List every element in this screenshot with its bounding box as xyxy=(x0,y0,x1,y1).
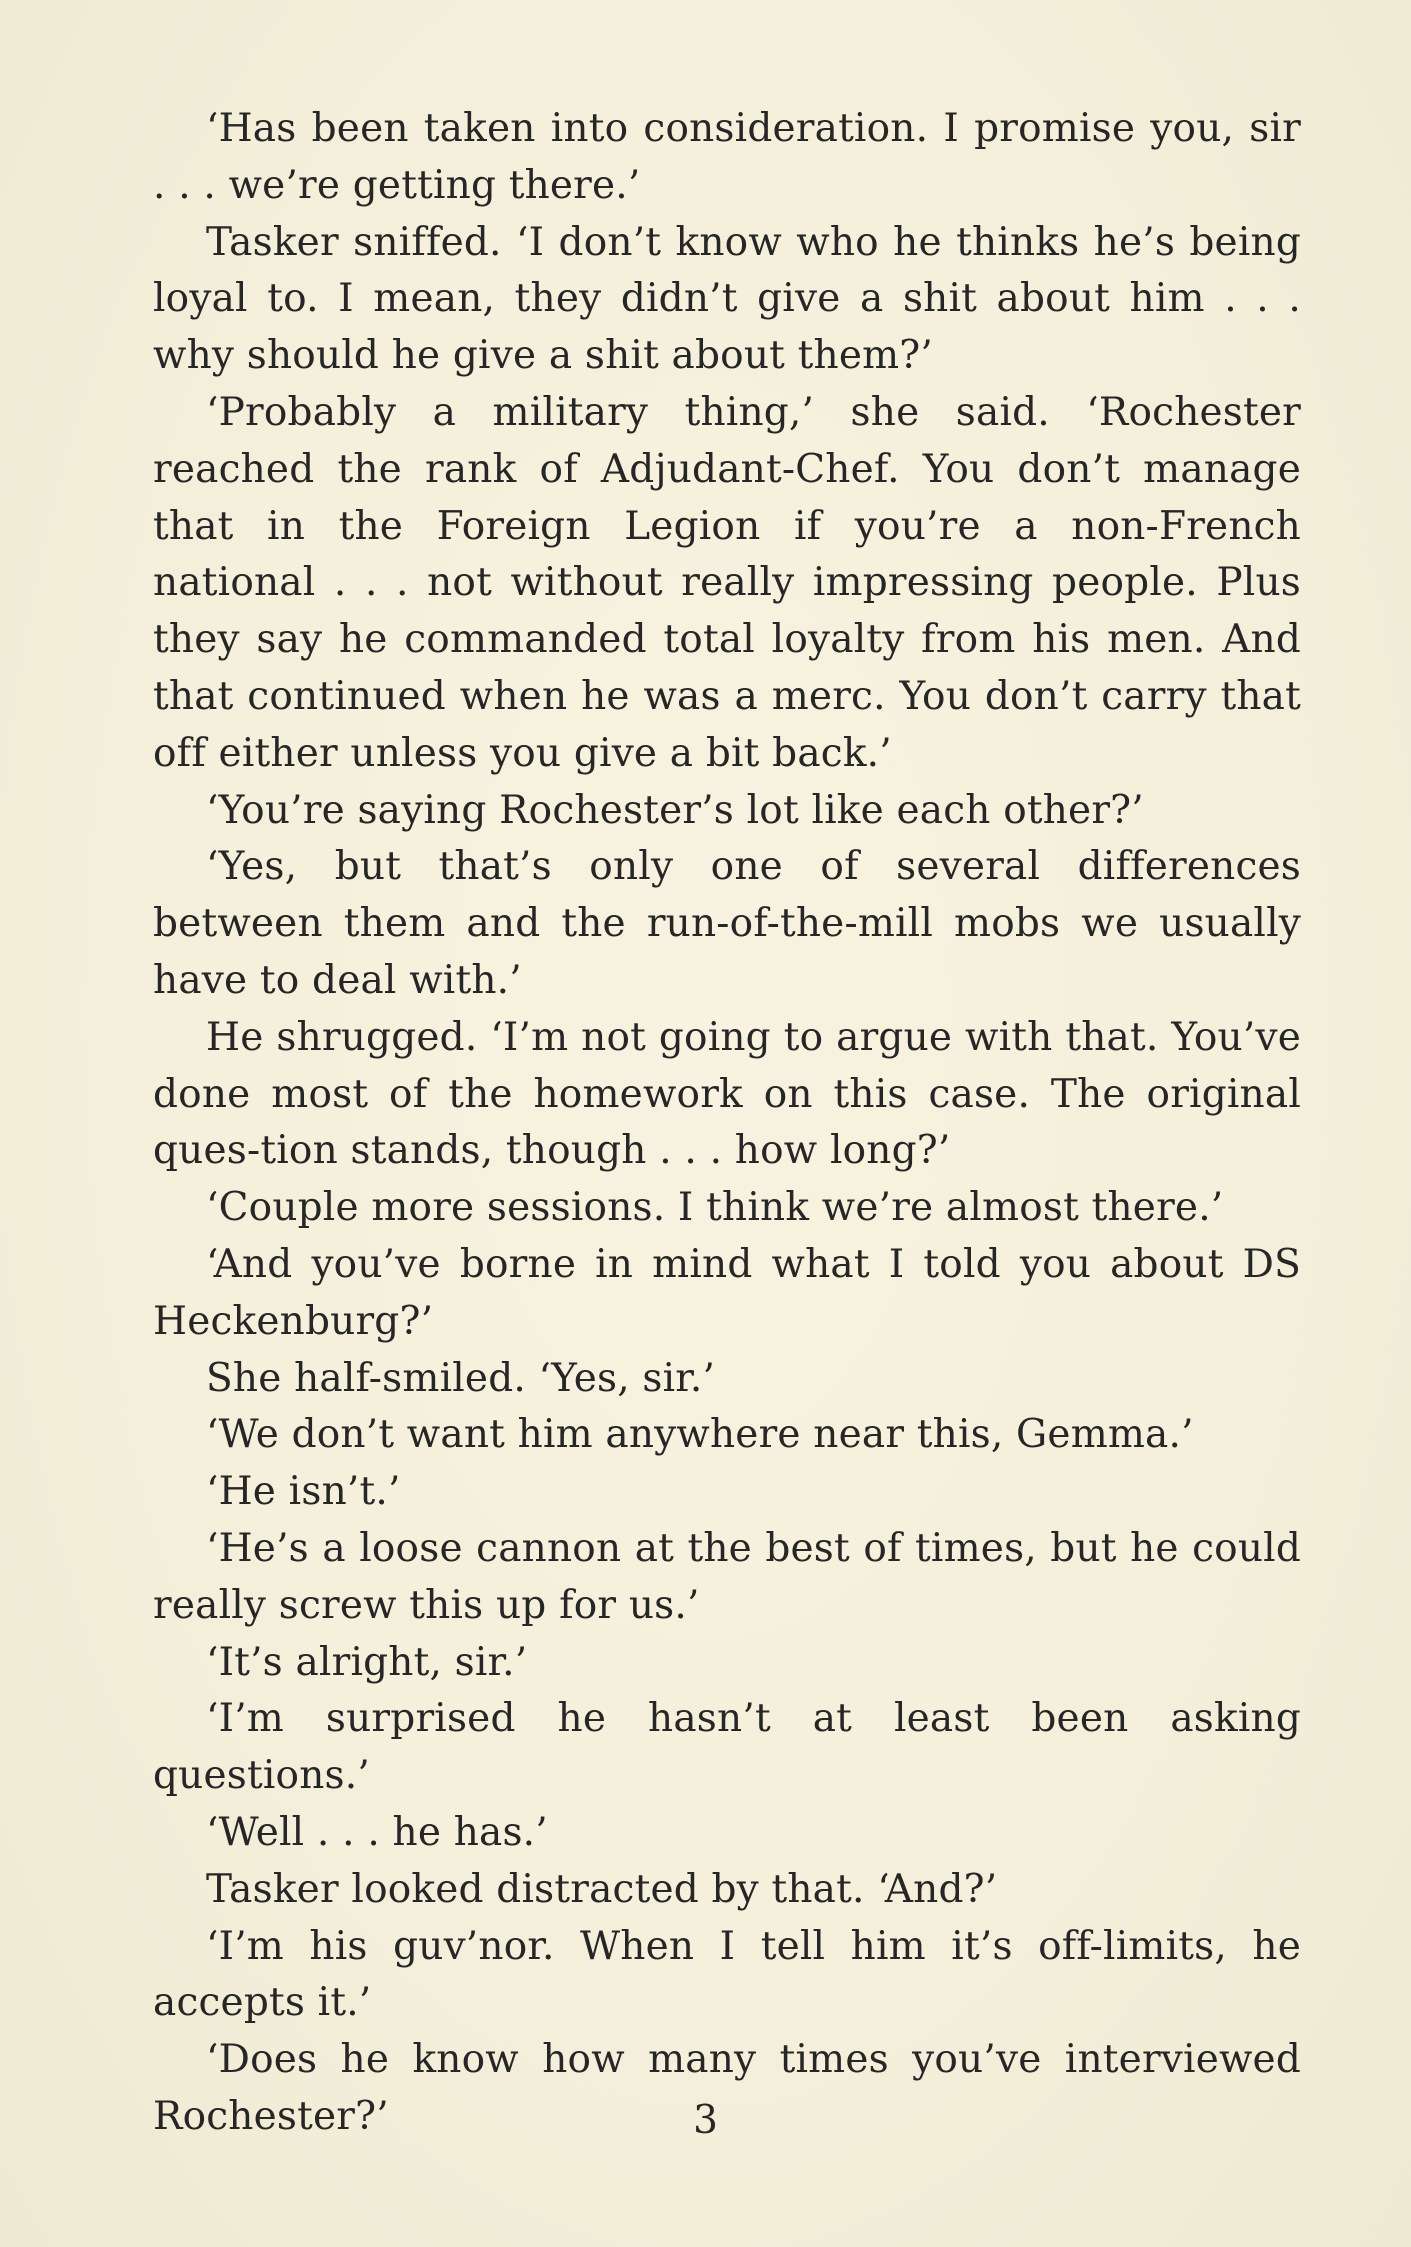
paragraph: ‘Yes, but that’s only one of several differences between them and the run-of-the-mill mobs we usually have to deal with.’ xyxy=(153,844,1301,1003)
body-text xyxy=(153,101,1301,2146)
paragraph: Tasker sniffed. ‘I don’t know who he thinks he’s being loyal to. I mean, they didn’t give a shit about him . . . why should he give a shit about them?’ xyxy=(153,219,1301,379)
paragraph: ‘He isn’t.’ xyxy=(206,1469,401,1515)
paragraph: ‘It’s alright, sir.’ xyxy=(206,1639,528,1685)
paragraph: Tasker looked distracted by that. ‘And?’ xyxy=(206,1866,998,1912)
paragraph: ‘Well . . . he has.’ xyxy=(206,1809,548,1855)
paragraph: ‘I’m surprised he hasn’t at least been asking questions.’ xyxy=(153,1696,1301,1799)
paragraph: ‘And you’ve borne in mind what I told you about DS Heckenburg?’ xyxy=(153,1241,1301,1344)
paragraph: ‘He’s a loose cannon at the best of times, but he could really screw this up for us.’ xyxy=(153,1525,1301,1628)
paragraph: ‘Couple more sessions. I think we’re almost there.’ xyxy=(206,1185,1224,1231)
paragraph: ‘You’re saying Rochester’s lot like each other?’ xyxy=(206,787,1144,833)
paragraph: ‘Probably a military thing,’ she said. ‘Rochester reached the rank of Adjudant-Chef. You don’t manage that in the Foreign Legion if you’re a non-French national . . . not without really impressing people. Plus they say he commanded total loyalty from his men. And that continued when he was a merc. You don’t carry that off either unless you give a bit back.’ xyxy=(153,389,1301,776)
paragraph: She half-smiled. ‘Yes, sir.’ xyxy=(206,1355,716,1401)
paragraph: ‘I’m his guv’nor. When I tell him it’s off-limits, he accepts it.’ xyxy=(153,1923,1301,2026)
paragraph: ‘We don’t want him anywhere near this, Gemma.’ xyxy=(206,1412,1194,1458)
paragraph: He shrugged. ‘I’m not going to argue with that. You’ve done most of the homework on this case. The original ques-tion stands, though . . . how long?’ xyxy=(153,1014,1301,1174)
page-number: 3 xyxy=(693,2098,718,2143)
paragraph: ‘Does he know how many times you’ve interviewed Rochester?’ xyxy=(153,2037,1301,2139)
paragraph: ‘Has been taken into consideration. I promise you, sir . . . we’re getting there.’ xyxy=(153,106,1301,208)
